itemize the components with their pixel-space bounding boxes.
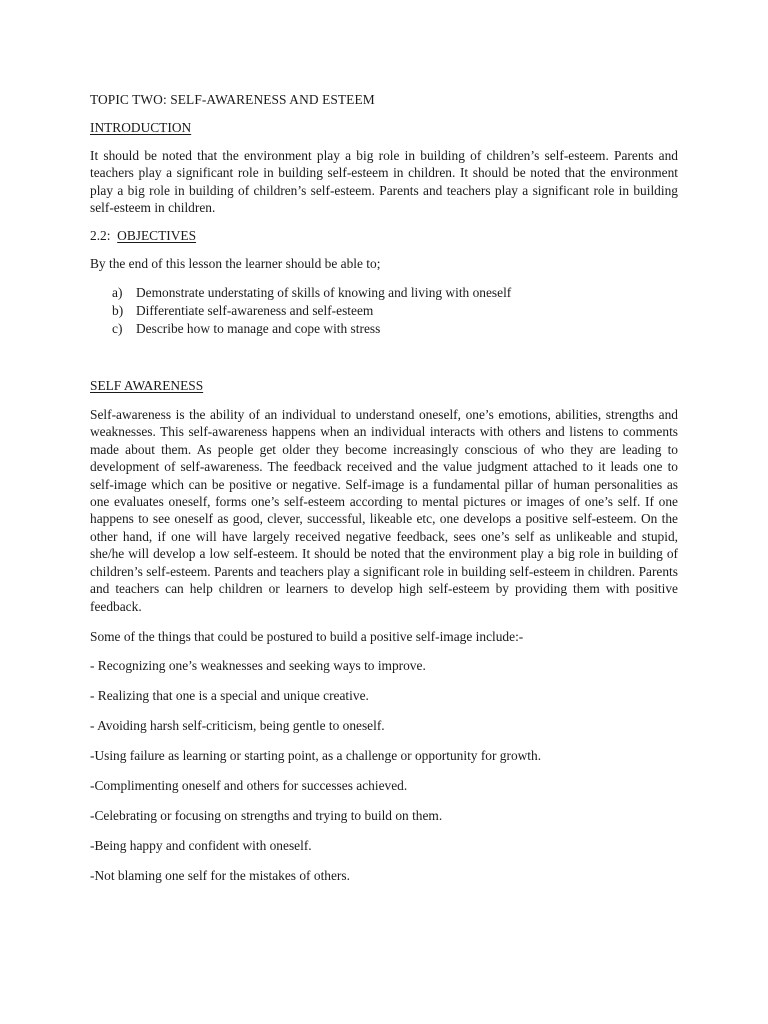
- objective-text: Describe how to manage and cope with stress: [136, 321, 381, 337]
- objective-marker: b): [112, 303, 124, 319]
- document-page: [90, 92, 678, 885]
- positive-self-image-list: [90, 657, 678, 885]
- objectives-lead: By the end of this lesson the learner should be able to;: [90, 255, 381, 271]
- objectives-heading: OBJECTIVES: [117, 227, 197, 243]
- objective-marker: c): [112, 321, 123, 337]
- objective-marker: a): [112, 285, 123, 301]
- objectives-number: 2.2:: [90, 227, 111, 243]
- list-item: - Avoiding harsh self-criticism, being gentle to oneself.: [90, 718, 385, 734]
- list-item: - Recognizing one’s weaknesses and seeking ways to improve.: [90, 658, 426, 674]
- introduction-paragraph: It should be noted that the environment play a big role in building of children’s self-esteem. Parents and teachers play a significant role in building self-esteem in children. It should be noted that the environment play a big role in building of children’s self-esteem. Parents and teachers play a significant role in building self-esteem in children.: [90, 148, 678, 216]
- objective-item: [112, 302, 678, 320]
- introduction-heading: INTRODUCTION: [90, 120, 192, 135]
- objective-item: [112, 320, 678, 338]
- list-item: - Realizing that one is a special and unique creative.: [90, 688, 369, 704]
- self-awareness-heading: SELF AWARENESS: [90, 378, 204, 394]
- list-item: -Celebrating or focusing on strengths and trying to build on them.: [90, 808, 443, 824]
- objectives-heading-line: [90, 228, 678, 244]
- objective-item: [112, 284, 678, 302]
- objective-text: Demonstrate understating of skills of knowing and living with oneself: [136, 285, 512, 301]
- topic-title: TOPIC TWO: SELF-AWARENESS AND ESTEEM: [90, 92, 375, 107]
- list-item: -Using failure as learning or starting point, as a challenge or opportunity for growth.: [90, 748, 542, 764]
- list-item: -Being happy and confident with oneself.: [90, 838, 312, 854]
- objective-text: Differentiate self-awareness and self-esteem: [136, 303, 374, 319]
- self-awareness-paragraph: Self-awareness is the ability of an individual to understand oneself, one’s emotions, abilities, strengths and weaknesses. This self-awareness happens when an individual interacts with others and listens to comments made about them. As people get older they become increasingly conscious of who they are leading to development of self-awareness. The feedback received and the value judgment attached to it leads one to self-image which can be positive or negative. Self-image is a fundamental pillar of human personalities as one evaluates oneself, forms one’s self-esteem according to mental pictures or images of one’s self. If one happens to see oneself as good, clever, successful, likeable etc, one develops a positive self-esteem. On the other hand, if one will have largely received negative feedback, sees one’s self as unlikeable and stupid, she/he will develop a low self-esteem. It should be noted that the environment play a big role in building of children’s self-esteem. Parents and teachers play a significant role in building self-esteem in children. Parents and teachers can help children or learners to develop high self-esteem by providing them with positive feedback.: [90, 407, 678, 614]
- objectives-list: [90, 284, 678, 338]
- positive-self-image-lead: Some of the things that could be postured to build a positive self-image include:-: [90, 628, 524, 644]
- list-item: -Not blaming one self for the mistakes of others.: [90, 868, 350, 884]
- list-item: -Complimenting oneself and others for successes achieved.: [90, 778, 408, 794]
